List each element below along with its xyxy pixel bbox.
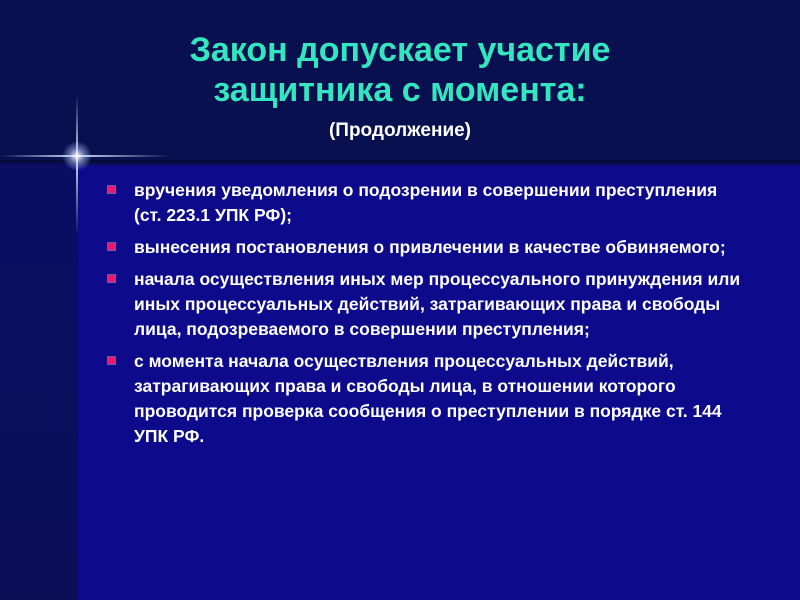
- bullet-list: [108, 178, 748, 456]
- bullet-text: начала осуществления иных мер процессуального принуждения или иных процессуальных действий, затрагивающих права и свободы лица, подозреваемого в совершении преступления;: [134, 269, 741, 339]
- slide-subtitle: (Продолжение): [328, 120, 472, 141]
- square-bullet-icon: [108, 243, 115, 250]
- square-bullet-icon: [108, 357, 115, 364]
- bullet-item: [108, 235, 748, 260]
- bullet-item: [108, 267, 748, 342]
- square-bullet-icon: [108, 186, 115, 193]
- slide-title-line-2: защитника с момента:: [213, 71, 587, 109]
- bullet-text: с момента начала осуществления процессуальных действий, затрагивающих права и свободы лица, в отношении которого проводится проверка сообщения о преступлении в порядке ст. 144 УПК РФ.: [134, 351, 722, 446]
- star-sparkle-icon: [62, 141, 92, 171]
- bullet-text: вынесения постановления о привлечении в качестве обвиняемого;: [134, 237, 726, 257]
- bullet-text: вручения уведомления о подозрении в совершении преступления (ст. 223.1 УПК РФ);: [134, 180, 718, 225]
- bullet-item: [108, 178, 748, 228]
- slide-title-line-1: Закон допускает участие: [189, 31, 611, 69]
- bullet-item: [108, 349, 748, 449]
- square-bullet-icon: [108, 275, 115, 282]
- slide-title: [80, 30, 720, 110]
